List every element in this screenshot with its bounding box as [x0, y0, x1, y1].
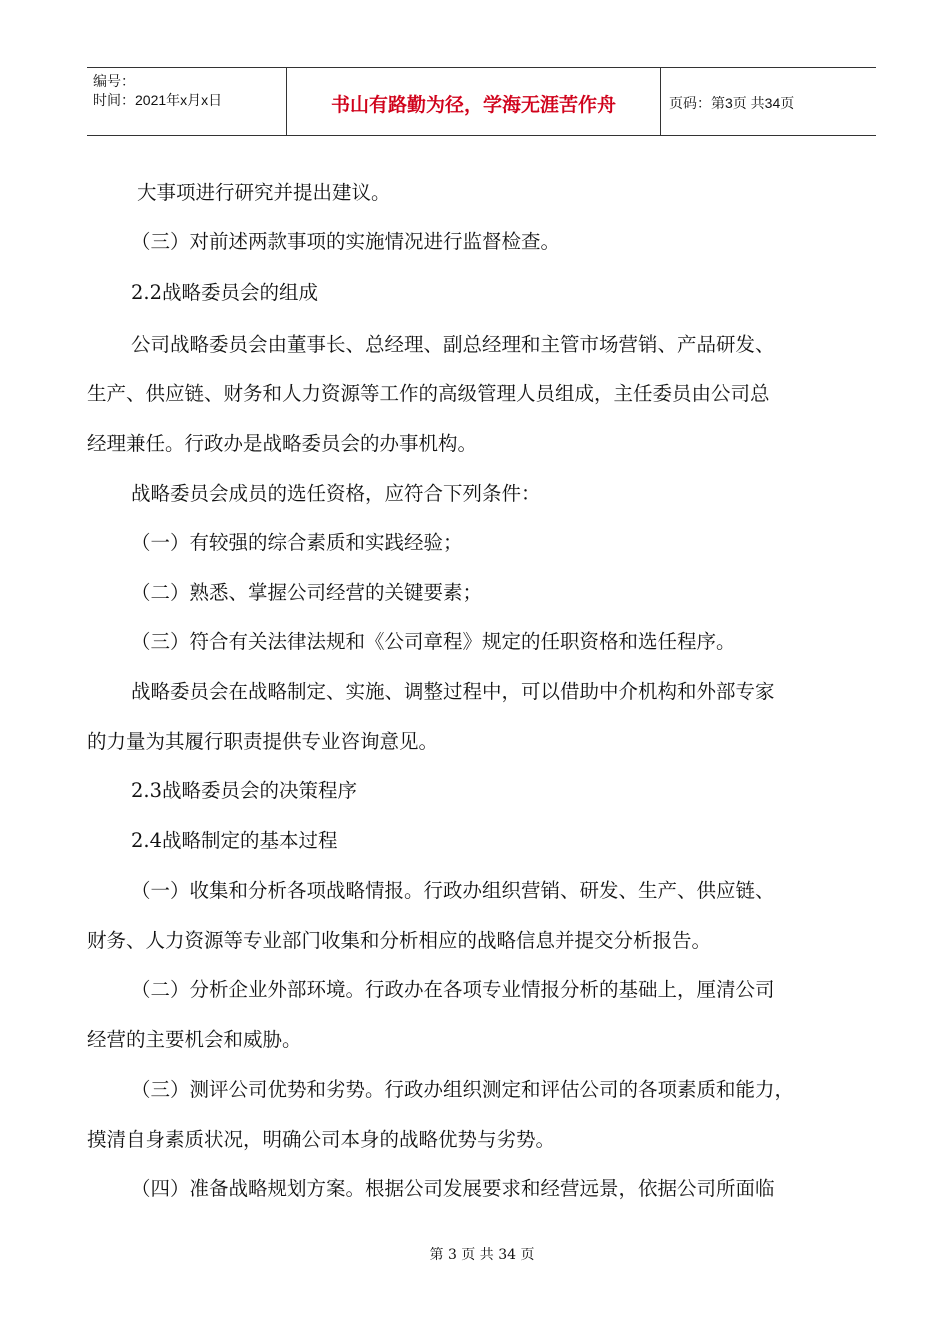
header-motto: 书山有路勤为径，学海无涯苦作舟: [287, 68, 661, 135]
page-footer: 第 3 页 共 34 页: [429, 1247, 535, 1263]
body-line: （二）分析企业外部环境。行政办在各项专业情报分析的基础上，厘清公司: [131, 978, 775, 1001]
section-heading: 2.2战略委员会的组成: [131, 281, 319, 304]
body-line: 的力量为其履行职责提供专业咨询意见。: [87, 730, 439, 753]
body-line: 财务、人力资源等专业部门收集和分析相应的战略信息并提交分析报告。: [87, 929, 712, 952]
header-info-cell: [87, 68, 287, 135]
document-header: [87, 67, 876, 136]
document-time: 时间：2021年x月x日: [93, 92, 223, 108]
serial-number-label: 编号：: [93, 73, 135, 89]
body-line: 公司战略委员会由董事长、总经理、副总经理和主管市场营销、产品研发、: [131, 333, 775, 356]
section-heading: 2.4战略制定的基本过程: [131, 829, 338, 852]
header-page-code: 页码：第3页 共34页: [669, 95, 795, 111]
body-line: （四）准备战略规划方案。根据公司发展要求和经营远景，依据公司所面临: [131, 1177, 775, 1200]
body-line: （三）对前述两款事项的实施情况进行监督检查。: [131, 230, 561, 253]
body-line: （一）有较强的综合素质和实践经验；: [131, 531, 463, 554]
body-line: 战略委员会成员的选任资格，应符合下列条件：: [131, 482, 541, 505]
body-line: 大事项进行研究并提出建议。: [137, 181, 391, 204]
body-line: 战略委员会在战略制定、实施、调整过程中，可以借助中介机构和外部专家: [131, 680, 775, 703]
body-line: （一）收集和分析各项战略情报。行政办组织营销、研发、生产、供应链、: [131, 879, 775, 902]
section-heading: 2.3战略委员会的决策程序: [131, 779, 358, 802]
body-line: （二）熟悉、掌握公司经营的关键要素；: [131, 581, 483, 604]
body-line: 生产、供应链、财务和人力资源等工作的高级管理人员组成，主任委员由公司总: [87, 382, 770, 405]
body-line: 经理兼任。行政办是战略委员会的办事机构。: [87, 432, 478, 455]
body-line: （三）测评公司优势和劣势。行政办组织测定和评估公司的各项素质和能力，: [131, 1078, 795, 1101]
body-line: 经营的主要机会和威胁。: [87, 1028, 302, 1051]
body-line: （三）符合有关法律法规和《公司章程》规定的任职资格和选任程序。: [131, 630, 736, 653]
body-line: 摸清自身素质状况，明确公司本身的战略优势与劣势。: [87, 1128, 556, 1151]
